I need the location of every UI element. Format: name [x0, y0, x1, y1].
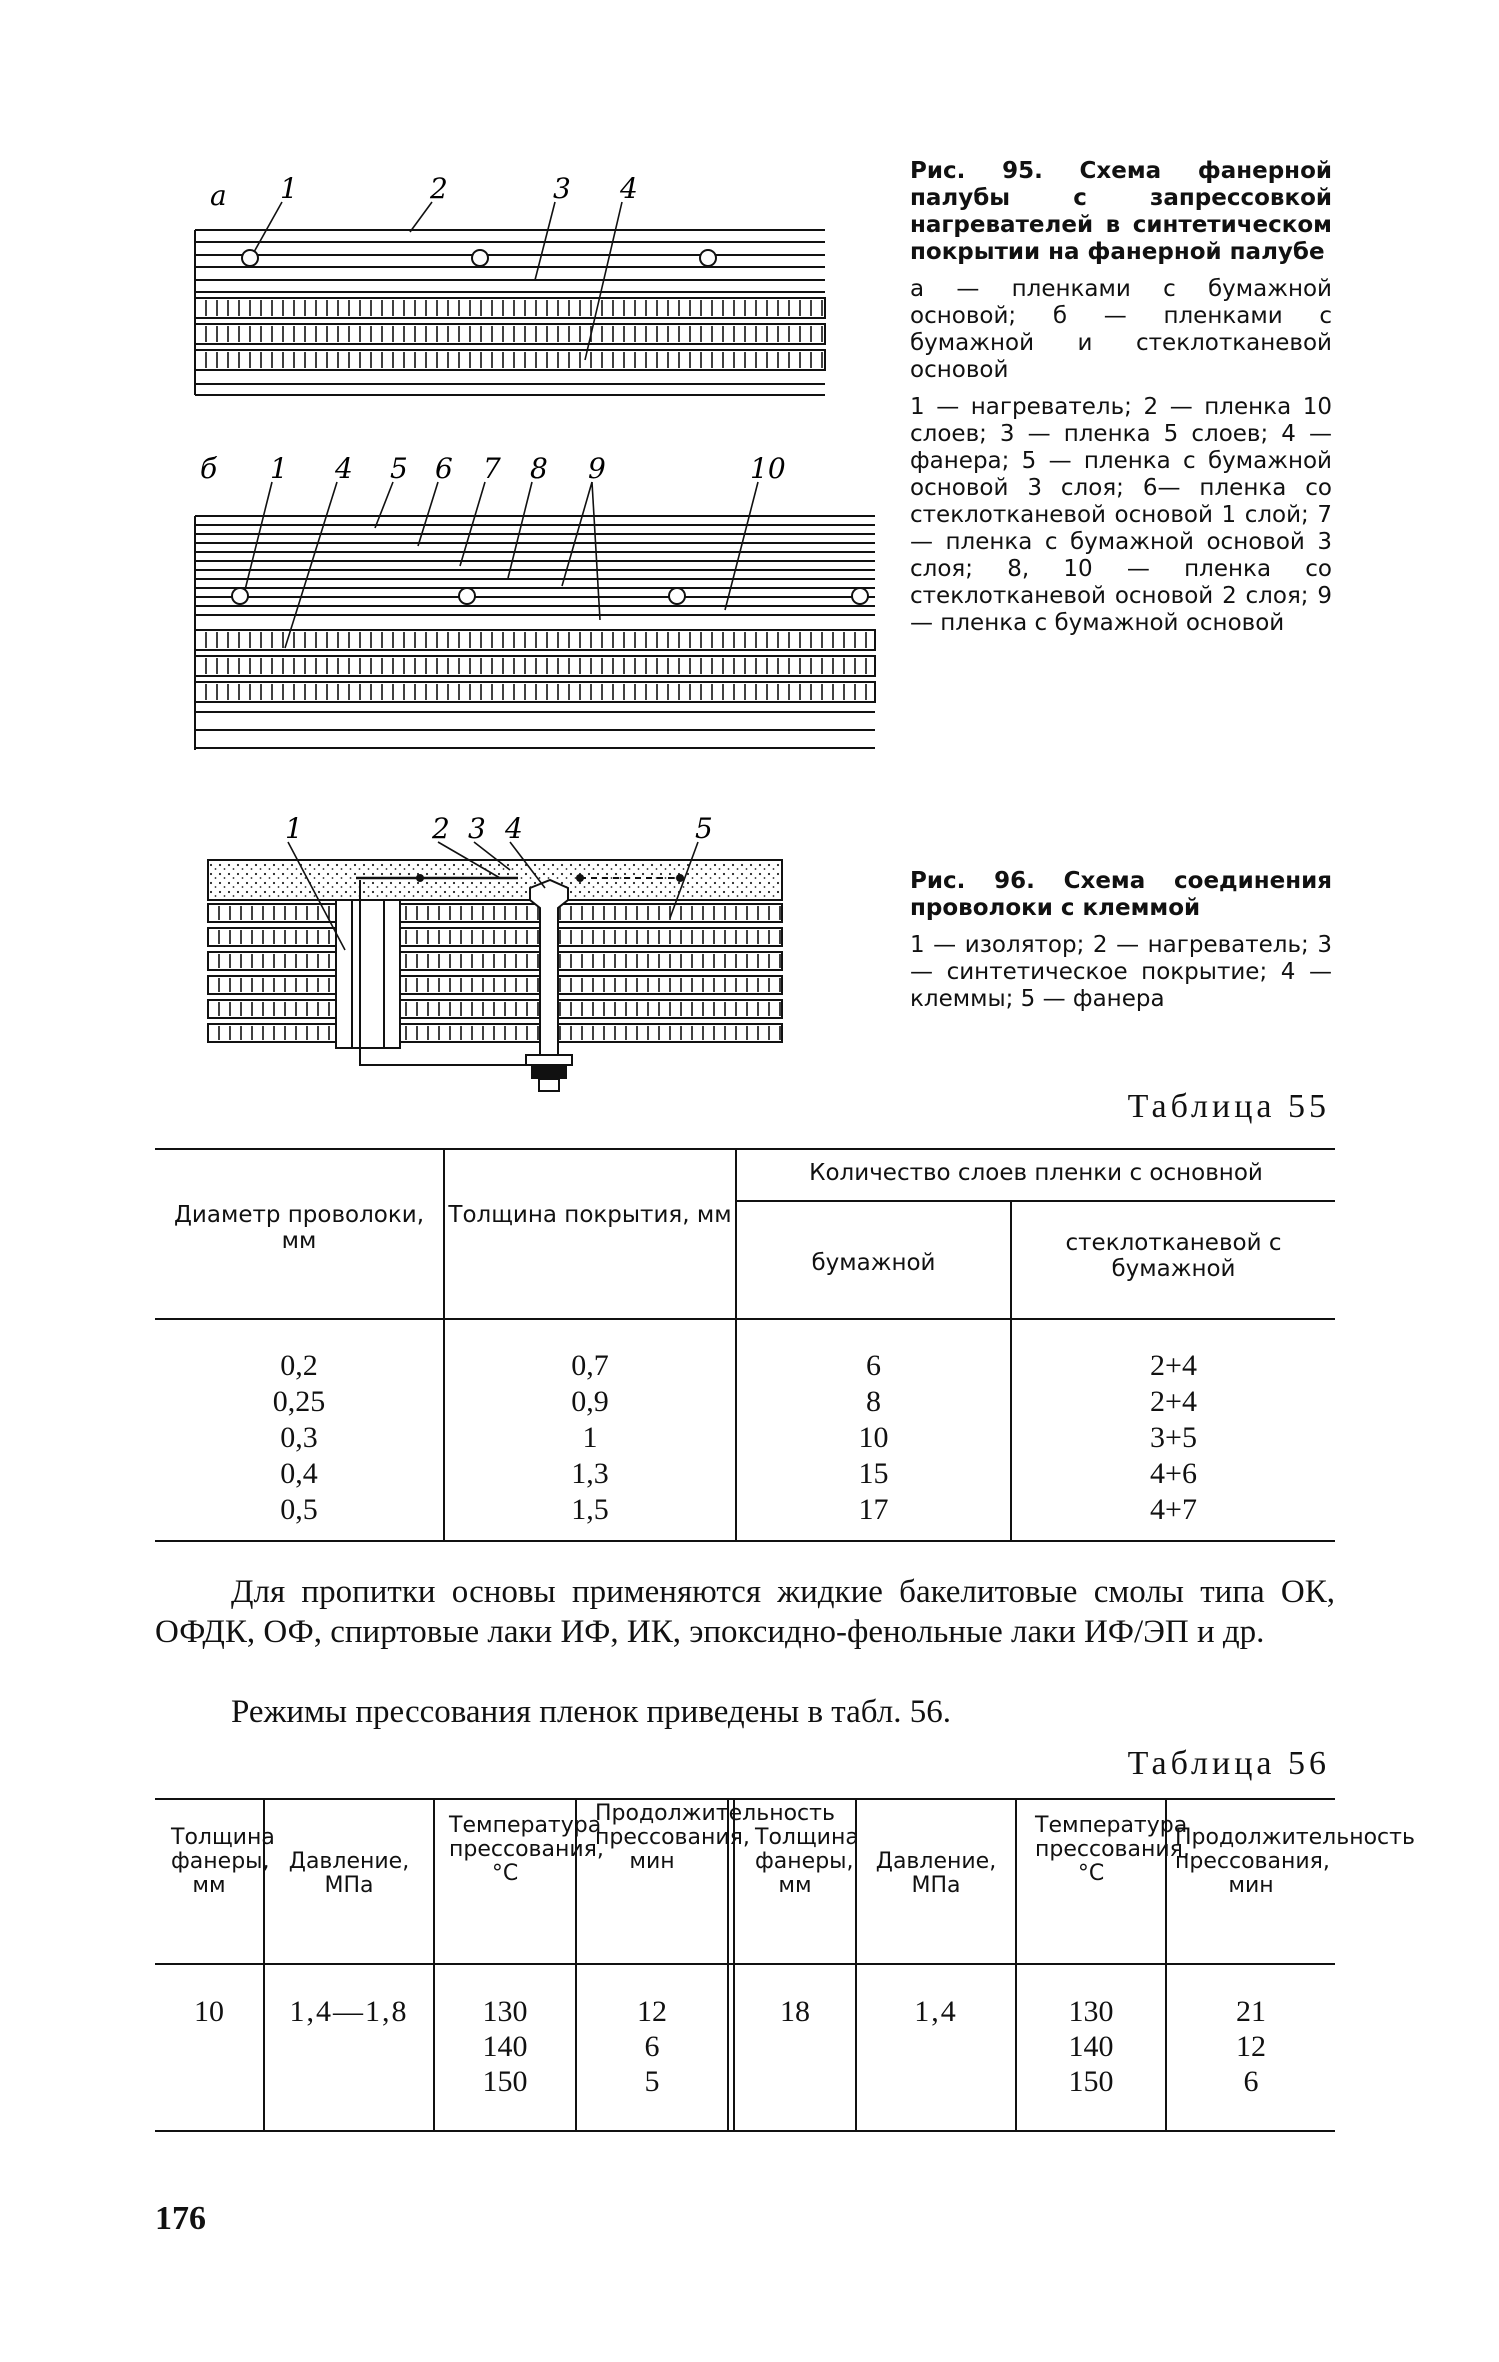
table-cell: 8: [866, 1385, 881, 1418]
table-cell: 130: [1068, 1995, 1114, 2028]
table-55-header-thickness: Толщина покрытия, мм: [448, 1202, 732, 1228]
table-cell: 6: [866, 1349, 881, 1382]
fig96-label-2: 2: [432, 812, 450, 845]
fig95a-label-3: 3: [553, 172, 571, 205]
fig95b-label-1: 1: [270, 452, 288, 485]
page-number: 176: [155, 2200, 206, 2237]
table-cell: 3+5: [1150, 1421, 1197, 1454]
table-cell: 4+6: [1150, 1457, 1197, 1490]
table-55-col-diameter: [155, 1348, 443, 1528]
figure-95a-diagram: [190, 170, 830, 400]
table-cell: 4+7: [1150, 1493, 1197, 1526]
table-cell: 10: [858, 1421, 889, 1454]
table-56-col-temp-right: [1017, 1994, 1165, 2099]
table-55-title: Таблица 55: [1127, 1088, 1330, 1125]
table-56: [155, 1798, 1415, 2138]
body-paragraph-1: Для пропитки основы применяются жидкие бакелитовые смолы типа ОК, ОФДК, ОФ, спиртовые лаки ИФ, ИК, эпоксидно-фенольные лаки ИФ/ЭП и др.: [155, 1574, 1335, 1650]
table-cell: 140: [1068, 2030, 1114, 2063]
fig96-label-1: 1: [285, 812, 303, 845]
table-cell: 6: [1243, 2065, 1259, 2098]
table-cell: 130: [482, 1995, 528, 2028]
table-cell: 12: [637, 1995, 667, 2028]
table-cell: 17: [858, 1493, 889, 1526]
table-cell: 2+4: [1150, 1349, 1197, 1382]
table-56-header-pressure-right: Давление, МПа: [875, 1849, 997, 1898]
table-cell: 0,25: [272, 1385, 326, 1418]
figure-95-caption-title: Рис. 95. Схема фанерной палубы с запрессовкой нагревателей в синтетическом покрытии на фанерной палубе: [910, 158, 1332, 265]
fig95b-label-9: 9: [588, 452, 606, 485]
table-56-header-thickness-left: Толщина фанеры, мм: [171, 1825, 275, 1898]
figure-96-caption: [910, 868, 1332, 1013]
figure-96-caption-title: Рис. 96. Схема соединения проволоки с клеммой: [910, 868, 1332, 921]
fig95b-label-b: б: [200, 452, 218, 485]
table-55-col-thickness: [445, 1348, 735, 1528]
table-55: [155, 1148, 1335, 1548]
body-paragraph-2: Режимы прессования пленок приведены в табл. 56.: [231, 1694, 951, 1730]
fig95b-label-7: 7: [483, 452, 501, 485]
fig95b-label-10: 10: [750, 452, 786, 485]
fig95a-label-2: 2: [430, 172, 448, 205]
table-cell: 0,9: [571, 1385, 609, 1418]
table-cell: 0,2: [280, 1349, 318, 1382]
table-cell: 15: [858, 1457, 889, 1490]
table-55-col-glass: [1012, 1348, 1335, 1528]
table-56-title: Таблица 56: [1127, 1745, 1330, 1782]
table-56-col-duration-left: [577, 1994, 727, 2099]
table-cell: 0,4: [280, 1457, 318, 1490]
table-cell: 6: [644, 2030, 660, 2063]
table-56-header-duration-left: Продолжительность прессования, мин: [595, 1801, 835, 1874]
fig96-label-4: 4: [505, 812, 523, 845]
table-cell: 2+4: [1150, 1385, 1197, 1418]
table-cell: 21: [1236, 1995, 1266, 2028]
fig95a-label-4: 4: [620, 172, 638, 205]
table-56-header-temp-right: Температура прессования, °С: [1035, 1813, 1190, 1886]
figure-95-caption-legend: 1 — нагреватель; 2 — пленка 10 слоев; 3 — пленка 5 слоев; 4 — фанера; 5 — пленка с бумажной основой 3 слоя; 6— пленка со стеклотканевой основой 1 слой; 7 — пленка с бумажной основой 3 слоя; 8, 10 — пленка со стеклотканевой основой 2 слоя; 9 — пленка с бумажной основой: [910, 394, 1332, 636]
table-55-header-glass: стеклотканевой с бумажной: [1065, 1230, 1282, 1282]
fig95b-label-8: 8: [530, 452, 548, 485]
table-cell: 150: [1068, 2065, 1114, 2098]
table-55-header-paper: бумажной: [811, 1250, 936, 1276]
figure-96-diagram: [200, 800, 800, 1100]
table-56-header-temp-left: Температура прессования, °С: [449, 1813, 604, 1886]
table-cell: 140: [482, 2030, 528, 2063]
table-56-cell-pressure-left: 1,4—1,8: [289, 1995, 409, 2028]
table-cell: 1,5: [571, 1493, 609, 1526]
figure-95-caption: [910, 158, 1332, 637]
figure-95b-diagram: [190, 450, 890, 760]
figure-95-caption-variants: а — пленками с бумажной основой; б — пленками с бумажной и стеклотканевой основой: [910, 276, 1332, 383]
table-56-cell-thickness-left: 10: [194, 1995, 224, 2028]
table-56-header-duration-right: Продолжительность прессования, мин: [1175, 1825, 1415, 1898]
table-55-col-paper: [737, 1348, 1010, 1528]
table-56-header-pressure-left: Давление, МПа: [288, 1849, 410, 1898]
fig95b-label-6: 6: [435, 452, 453, 485]
table-56-cell-pressure-right: 1,4: [914, 1995, 958, 2028]
table-cell: 0,7: [571, 1349, 609, 1382]
table-56-header-thickness-right: Толщина фанеры, мм: [755, 1825, 859, 1898]
table-cell: 0,3: [280, 1421, 318, 1454]
fig96-label-3: 3: [468, 812, 486, 845]
table-56-col-temp-left: [435, 1994, 575, 2099]
table-cell: 0,5: [280, 1493, 318, 1526]
table-cell: 5: [644, 2065, 660, 2098]
fig95b-label-4: 4: [335, 452, 353, 485]
table-cell: 1,3: [571, 1457, 609, 1490]
table-cell: 12: [1236, 2030, 1266, 2063]
table-56-col-duration-right: [1167, 1994, 1335, 2099]
fig95b-label-5: 5: [390, 452, 408, 485]
fig95a-label-a: а: [210, 179, 227, 212]
fig96-label-5: 5: [695, 812, 713, 845]
table-55-header-group: Количество слоев пленки с основной: [809, 1160, 1263, 1186]
figure-96-caption-legend: 1 — изолятор; 2 — нагреватель; 3 — синтетическое покрытие; 4 — клеммы; 5 — фанера: [910, 932, 1332, 1012]
table-cell: 150: [482, 2065, 528, 2098]
table-cell: 1: [582, 1421, 598, 1454]
table-55-header-diameter: Диаметр проволоки, мм: [173, 1202, 425, 1254]
table-56-cell-thickness-right: 18: [780, 1995, 810, 2028]
fig95a-label-1: 1: [280, 172, 298, 205]
